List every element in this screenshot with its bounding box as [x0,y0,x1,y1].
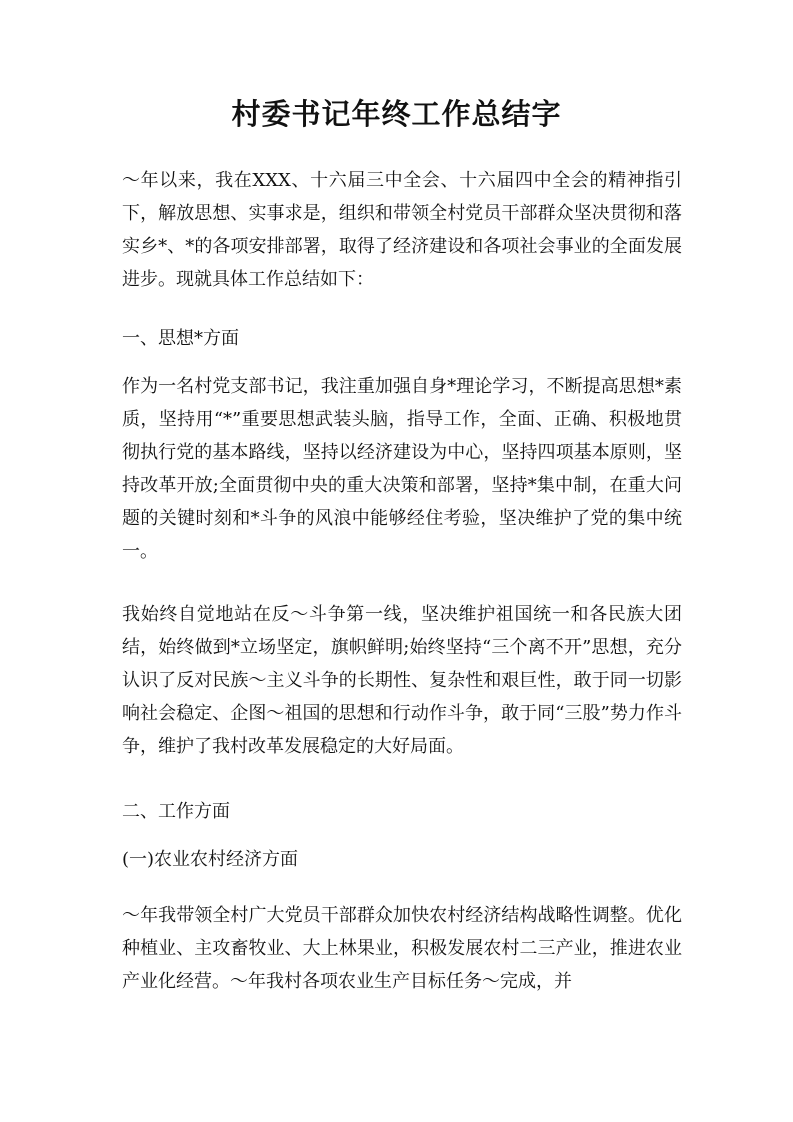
intro-paragraph: ～年以来，我在XXX、十六届三中全会、十六届四中全会的精神指引下，解放思想、实事求是，组织和带领全村党员干部群众坚决贯彻和落实乡*、*的各项安排部署，取得了经济建设和各项社会事业的全面发展进步。现就具体工作总结如下： [122,170,682,290]
section-heading-work: 二、工作方面 [122,801,230,822]
paragraph-agriculture: ～年我带领全村广大党员干部群众加快农村经济结构战略性调整。优化种植业、主攻畜牧业、大上林果业，积极发展农村二三产业，推进农业产业化经营。～年我村各项农业生产目标任务～完成，并 [122,905,682,992]
section-heading-thought: 一、思想*方面 [122,328,239,349]
paragraph-thought-2: 我始终自觉地站在反～斗争第一线，坚决维护祖国统一和各民族大团结，始终做到*立场坚定，旗帜鲜明;始终坚持“三个离不开”思想，充分认识了反对民族～主义斗争的长期性、复杂性和艰巨性，敢于同一切影响社会稳定、企图～祖国的思想和行动作斗争，敢于同“三股”势力作斗争，维护了我村改革发展稳定的大好局面。 [122,604,682,757]
subsection-heading-agriculture: (一)农业农村经济方面 [122,849,299,870]
document-title: 村委书记年终工作总结字 [231,97,562,131]
paragraph-thought-1: 作为一名村党支部书记，我注重加强自身*理论学习，不断提高思想*素质，坚持用“*”重要思想武装头脑，指导工作，全面、正确、积极地贯彻执行党的基本路线，坚持以经济建设为中心，坚持四项基本原则，坚持改革开放;全面贯彻中央的重大决策和部署，坚持*集中制，在重大问题的关键时刻和*斗争的风浪中能够经住考验，坚决维护了党的集中统一。 [122,376,682,562]
